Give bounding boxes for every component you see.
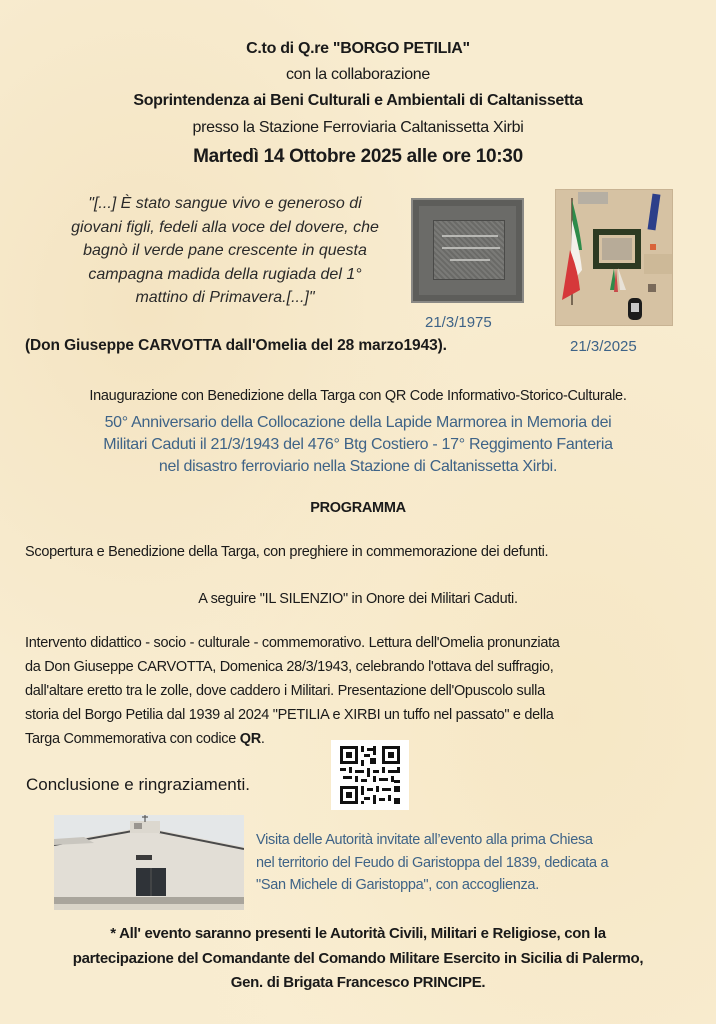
church-photo (54, 815, 244, 910)
plaque-photo-1975 (411, 198, 524, 303)
plaque-photo-2025 (555, 189, 673, 326)
footer-line: partecipazione del Comandante del Comando Militare Esercito in Sicilia di Palermo, (72, 949, 644, 967)
anniversary-text (0, 412, 716, 478)
visit-line: Visita delle Autorità invitate all’evento alla prima Chiesa (256, 832, 593, 848)
authorities-note (0, 922, 716, 996)
quote-citation: (Don Giuseppe CARVOTTA dall'Omelia del 28 marzo1943). (25, 337, 447, 354)
quote-line: giovani figli, fedeli alla voce del dovere, che (71, 218, 379, 236)
qr-code-graphic (331, 740, 409, 810)
visit-text (256, 829, 696, 897)
organizer-title: C.to di Q.re "BORGO PETILIA" (246, 40, 470, 57)
program-item-unveiling: Scopertura e Benedizione della Targa, con preghiere in commemorazione dei defunti. (25, 544, 549, 560)
qr-code[interactable] (331, 740, 409, 810)
quote-line: campagna madida della rugiada del 1° (88, 265, 362, 283)
photo-caption-1975: 21/3/1975 (425, 314, 492, 331)
visit-line: "San Michele di Garistoppa", con accoglienza. (256, 877, 539, 893)
program-item-silence: A seguire "IL SILENZIO" in Onore dei Militari Caduti. (198, 591, 518, 607)
lecture-end: . (260, 731, 265, 747)
church-scene (54, 815, 244, 910)
program-item-lecture (25, 631, 695, 751)
marble-plaque (433, 220, 505, 280)
qr-label: QR (239, 731, 261, 747)
lecture-line: dall'altare eretto tra le zolle, dove caddero i Militari. Presentazione dell'Opuscolo sulla (25, 683, 545, 699)
program-conclusion: Conclusione e ringraziamenti. (26, 775, 250, 794)
photo-caption-2025: 21/3/2025 (570, 338, 637, 355)
partner-name: Soprintendenza ai Beni Culturali e Ambientali di Caltanissetta (133, 92, 583, 109)
collaboration-label: con la collaborazione (285, 66, 431, 83)
quote-line: "[...] È stato sangue vivo e generoso di (88, 195, 362, 212)
program-title: PROGRAMMA (310, 500, 406, 516)
lecture-line: Intervento didattico - socio - culturale - commemorativo. Lettura dell'Omelia pronunziata (25, 635, 560, 651)
lecture-text: Targa Commemorativa con codice (25, 731, 240, 747)
footer-line: * All' evento saranno presenti le Autorità Civili, Militari e Religiose, con la (110, 925, 606, 942)
event-location: presso la Stazione Ferroviaria Caltanissetta Xirbi (192, 119, 524, 136)
footer-line: Gen. di Brigata Francesco PRINCIPE. (230, 974, 486, 991)
visit-line: nel territorio del Feudo di Garistoppa del 1839, dedicata a (256, 854, 609, 871)
quote-line: mattino di Primavera.[...]" (135, 289, 315, 306)
event-datetime: Martedì 14 Ottobre 2025 alle ore 10:30 (193, 146, 523, 167)
inauguration-text: Inaugurazione con Benedizione della Targa con QR Code Informativo-Storico-Culturale. (89, 388, 627, 404)
anniversary-line: 50° Anniversario della Collocazione della Lapide Marmorea in Memoria dei (104, 414, 612, 431)
quote-line: bagnò il verde pane crescente in questa (83, 242, 367, 259)
homily-quote (40, 192, 410, 310)
lecture-line: da Don Giuseppe CARVOTTA, Domenica 28/3/1943, celebrando l'ottava del suffragio, (25, 659, 554, 675)
lecture-line: storia del Borgo Petilia dal 1939 al 2024 "PETILIA e XIRBI un tuffo nel passato" e della (25, 707, 554, 723)
anniversary-line: nel disastro ferroviario nella Stazione di Caltanissetta Xirbi. (158, 458, 558, 475)
anniversary-line: Militari Caduti il 21/3/1943 del 476° Btg Costiero - 17° Reggimento Fanteria (103, 436, 613, 453)
plaque-scene (556, 190, 673, 326)
